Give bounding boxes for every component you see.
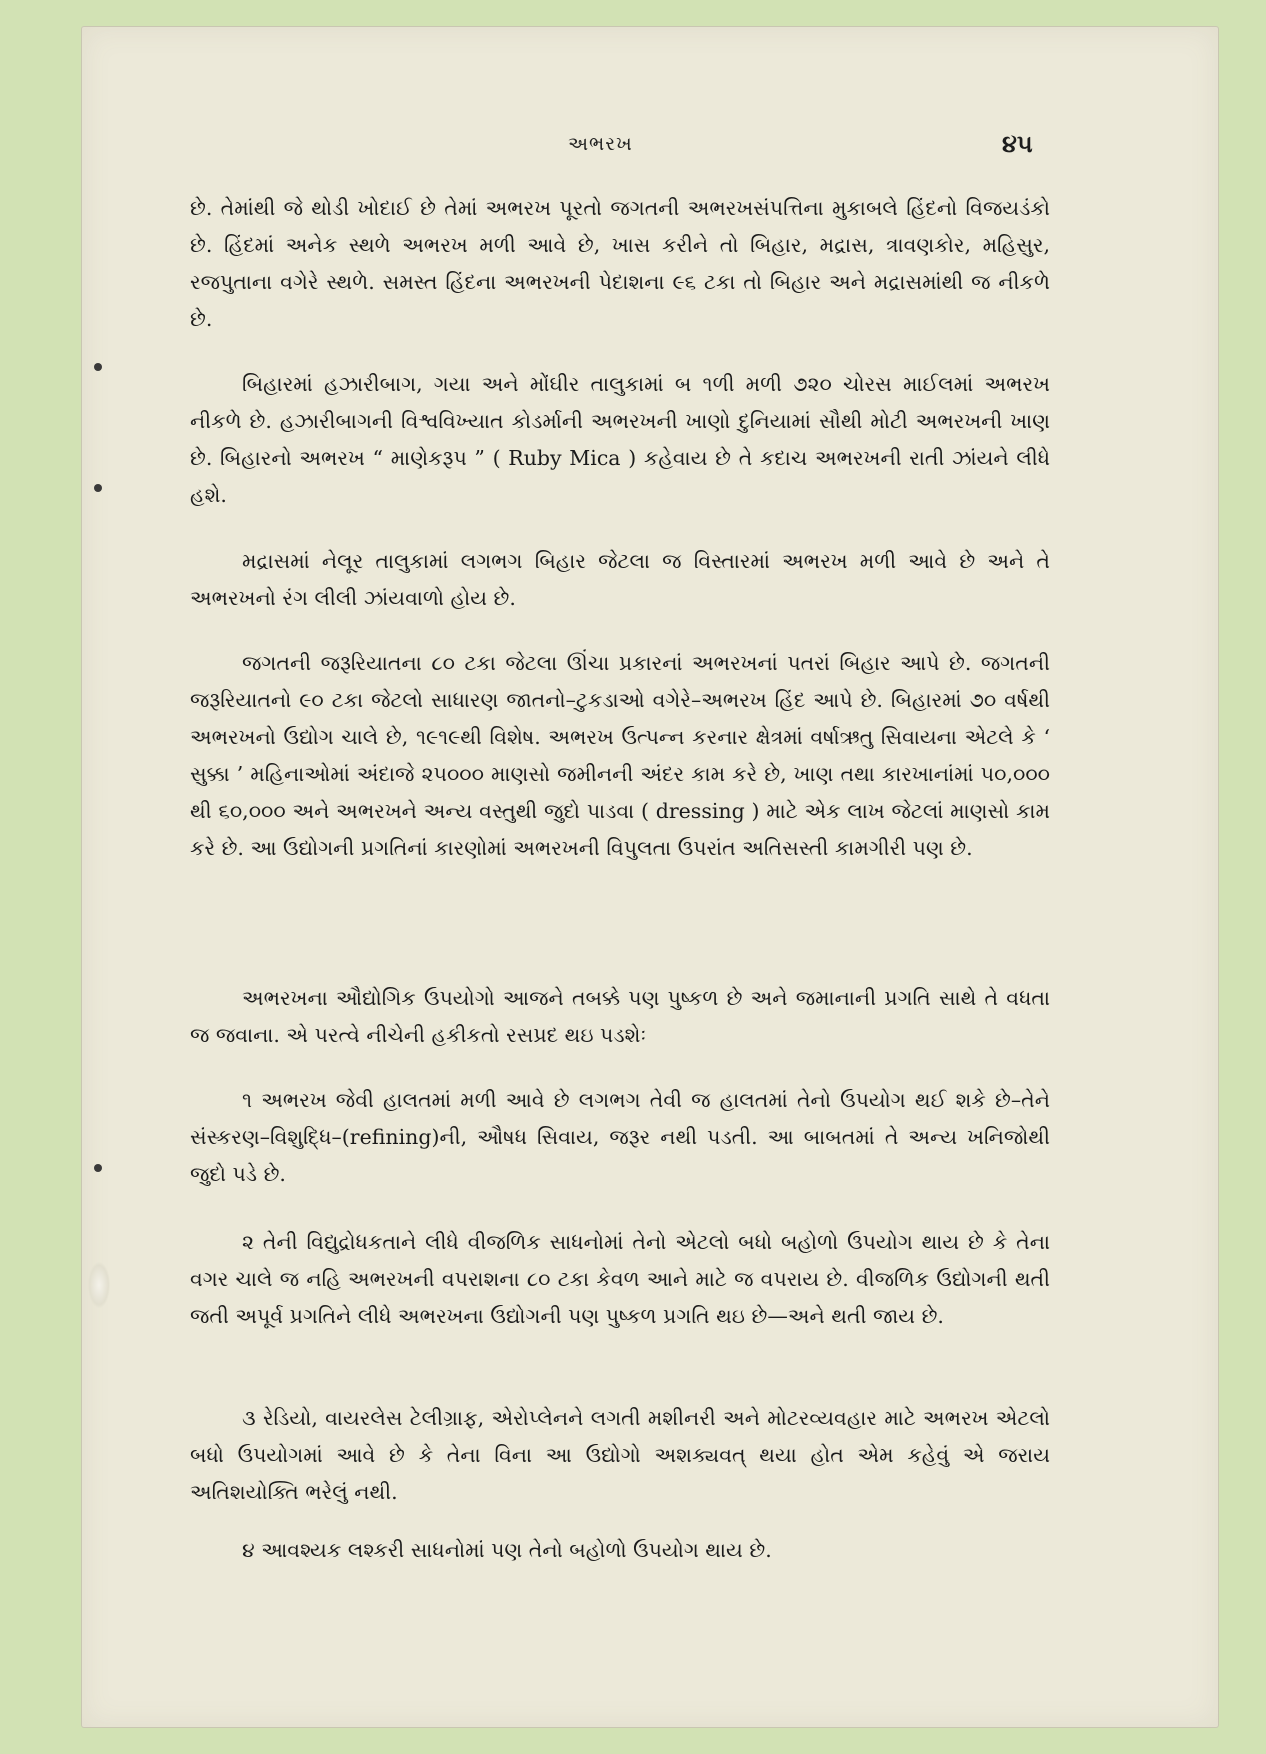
page-number: ૪૫ bbox=[1002, 129, 1033, 158]
paper-tear bbox=[88, 1262, 110, 1308]
list-item: ૨ તેની વિદ્યુદ્રોધકતાને લીધે વીજળિક સાધનોમાં તેનો એટલો બધો બહોળો ઉપયોગ થાય છે કે તેના વગર ચાલે જ નહિ અભરખની વપરાશના ૮૦ ટકા કેવળ આને માટે જ વપરાય છે. વીજળિક ઉદ્યોગની થતી જતી અપૂર્વ પ્રગતિને લીધે અભરખના ઉદ્યોગની પણ પુષ્કળ પ્રગતિ થઇ છે—અને થતી જાય છે. bbox=[190, 1230, 1050, 1328]
paragraph: મદ્રાસમાં નેલૂર તાલુકામાં લગભગ બિહાર જેટલા જ વિસ્તારમાં અભરખ મળી આવે છે અને તે અભરખનો રંગ લીલી ઝાંયવાળો હોય છે. bbox=[190, 549, 1050, 610]
running-head: અભરખ bbox=[568, 133, 633, 155]
paragraph: જગતની જરૂરિયાતના ૮૦ ટકા જેટલા ઊંચા પ્રકારનાં અભરખનાં પતરાં બિહાર આપે છે. જગતની જરૂરિયાતનો ૯૦ ટકા જેટલો સાધારણ જાતનો–ટુકડાઓ વગેરે–અભરખ હિંદ આપે છે. બિહારમાં ૭૦ વર્ષથી અભરખનો ઉદ્યોગ ચાલે છે, ૧૯૧૯થી વિશેષ. અભરખ ઉત્પન્ન કરનાર ક્ષેત્રમાં વર્ષાઋતુ સિવાયના એટલે કે ‘ સુક્કા ’ મહિનાઓમાં અંદાજે ૨૫૦૦૦ માણસો જમીનની અંદર કામ કરે છે, ખાણ તથા કારખાનાંમાં ૫૦,૦૦૦ થી ૬૦,૦૦૦ અને અભરખને અન્ય વસ્તુથી જુદો પાડવા ( dressing ) માટે એક લાખ જેટલાં માણસો કામ કરે છે. આ ઉદ્યોગની પ્રગતિનાં કારણોમાં અભરખની વિપુલતા ઉપરાંત અતિસસ્તી કામગીરી પણ છે. bbox=[190, 651, 1050, 860]
paragraph: અભરખના ઔદ્યોગિક ઉપયોગો આજને તબક્કે પણ પુષ્કળ છે અને જમાનાની પ્રગતિ સાથે તે વધતા જ જવાના. એ પરત્વે નીચેની હકીકતો રસપ્રદ થઇ પડશેઃ bbox=[190, 986, 1050, 1047]
list-item: ૪ આવશ્યક લશ્કરી સાધનોમાં પણ તેનો બહોળો ઉપયોગ થાય છે. bbox=[242, 1538, 772, 1562]
paragraph: છે. તેમાંથી જે થોડી ખોદાઈ છે તેમાં અભરખ પૂરતો જગતની અભરખસંપત્તિના મુકાબલે હિંદનો વિજયડંકો છે. હિંદમાં અનેક સ્થળે અભરખ મળી આવે છે, ખાસ કરીને તો બિહાર, મદ્રાસ, ત્રાવણકોર, મહિસુર, રજપુતાના વગેરે સ્થળે. સમસ્ત હિંદના અભરખની પેદાશના ૯૬ ટકા તો બિહાર અને મદ્રાસમાંથી જ નીકળે છે. bbox=[190, 196, 1050, 331]
list-item: ૩ રેડિયો, વાયરલેસ ટેલીગ્રાફ, એરોપ્લેનને લગતી મશીનરી અને મોટરવ્યવહાર માટે અભરખ એટલો બધો ઉપયોગમાં આવે છે કે તેના વિના આ ઉદ્યોગો અશક્યવત્ થયા હોત એમ કહેવું એ જરાય અતિશયોક્તિ ભરેલું નથી. bbox=[190, 1406, 1050, 1504]
binding-hole bbox=[94, 363, 102, 371]
binding-hole bbox=[94, 484, 102, 492]
list-item: ૧ અભરખ જેવી હાલતમાં મળી આવે છે લગભગ તેવી જ હાલતમાં તેનો ઉપયોગ થઈ શકે છે–તેને સંસ્કરણ–વિશુદ્ધિ–(refining)ની, ઔષધ સિવાય, જરૂર નથી પડતી. આ બાબતમાં તે અન્ય ખનિજોથી જુદો પડે છે. bbox=[190, 1088, 1050, 1186]
page-header bbox=[0, 125, 1266, 165]
paragraph: બિહારમાં હઝારીબાગ, ગયા અને મોંઘીર તાલુકામાં બ ૧ળી મળી ૭૨૦ ચોરસ માઈલમાં અભરખ નીકળે છે. હઝારીબાગની વિશ્વવિખ્યાત કોડર્માની અભરખની ખાણો દુનિયામાં સૌથી મોટી અભરખની ખાણ છે. બિહારનો અભરખ “ માણેકરૂપ ” ( Ruby Mica ) કહેવાય છે તે કદાચ અભરખની રાતી ઝાંયને લીધે હશે. bbox=[190, 372, 1050, 507]
binding-hole bbox=[94, 1164, 102, 1172]
